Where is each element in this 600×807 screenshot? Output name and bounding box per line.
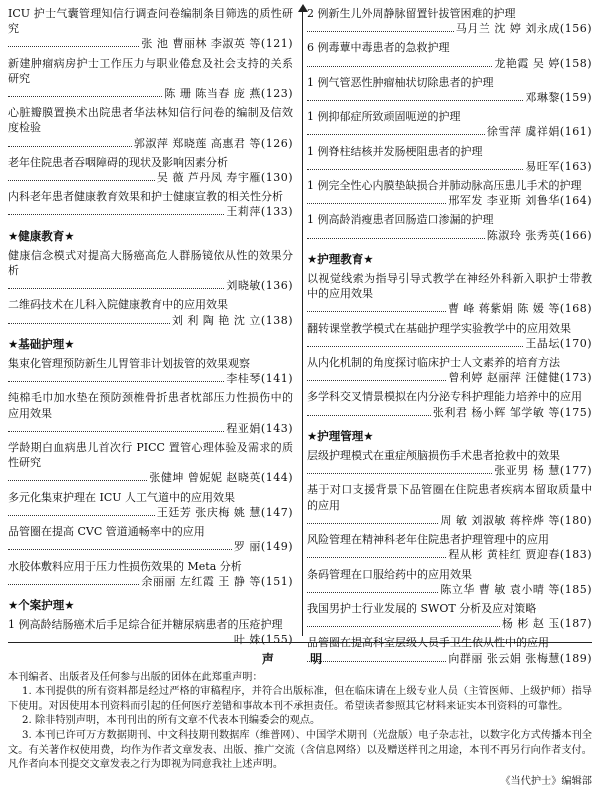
up-arrow-icon	[298, 4, 308, 12]
dot-leader	[307, 66, 492, 67]
author-line	[8, 278, 293, 293]
author-line	[307, 21, 592, 36]
toc-entry	[8, 56, 293, 102]
statement-signature: 《当代护士》编辑部	[500, 775, 592, 787]
toc-entry	[307, 109, 592, 139]
article-title: ICU 护士气囊管理知信行调查问卷编制条目筛选的质性研究	[8, 7, 293, 36]
dot-leader	[307, 238, 485, 239]
author-line	[8, 204, 293, 219]
toc-entry	[8, 6, 293, 52]
article-authors: 程亚娟(143)	[226, 421, 293, 435]
author-line	[307, 56, 592, 71]
article-title: 1 例抑郁症所致顽固呃逆的护理	[307, 110, 461, 124]
toc-right-column	[307, 6, 592, 665]
author-line	[8, 470, 293, 485]
section-heading: ★护理管理★	[307, 428, 374, 443]
section-heading: ★健康教育★	[8, 228, 75, 243]
toc-entry	[307, 321, 592, 351]
article-authors: 曹 峰 蒋紫娟 陈 媛 等(168)	[447, 302, 592, 316]
article-title: 1 例脊柱结核并发肠梗阻患者的护理	[307, 144, 483, 158]
author-line	[8, 136, 293, 151]
dot-leader	[307, 557, 446, 558]
statement-title: 声 明	[261, 652, 339, 666]
toc-entry	[307, 448, 592, 478]
article-authors: 龙艳霞 吴 婷(158)	[494, 56, 592, 70]
toc-entry	[307, 271, 592, 317]
author-line	[307, 513, 592, 528]
section-rule	[8, 642, 592, 643]
article-authors: 邓琳黎(159)	[525, 91, 592, 105]
author-line	[8, 539, 293, 554]
dot-leader	[307, 473, 492, 474]
article-authors: 张健坤 曾妮妮 赵晓英(144)	[149, 471, 293, 485]
toc-entry	[307, 532, 592, 562]
article-title: 2 例新生儿外周静脉留置针拔管困难的护理	[307, 7, 516, 20]
author-line	[8, 313, 293, 328]
author-line	[8, 36, 293, 51]
dot-leader	[307, 134, 485, 135]
statement-item-1: 1. 本刊提供的所有资料都是经过严格的审稿程序，并符合出版标准，但在临床请在上级专业人员（主管医师、上级护师）指导下使用。对因使用本刊资料而引起的任何医疗差错和事故本刊不承担责任。希望读者参照其它材料来证实本刊资料的可靠性。	[8, 686, 592, 712]
toc-entry	[307, 178, 592, 208]
article-title: 集束化管理预防新生儿胃管非计划拔管的效果观察	[8, 357, 250, 371]
article-title: 老年住院患者吞咽障碍的现状及影响因素分析	[8, 155, 228, 169]
toc-entry	[8, 390, 293, 436]
author-line	[307, 616, 592, 631]
toc-entry	[8, 155, 293, 185]
author-line	[307, 124, 592, 139]
author-line	[307, 336, 592, 351]
article-title: 品管圈在提高 CVC 管道通畅率中的应用	[8, 525, 205, 539]
article-authors: 向群丽 张云娟 张梅慧(189)	[448, 651, 592, 665]
dot-leader	[307, 169, 523, 170]
article-title: 新建肿瘤病房护士工作压力与职业倦怠及社会支持的关系研究	[8, 56, 293, 85]
article-authors: 马月兰 沈 婷 刘永成(156)	[455, 22, 592, 36]
toc-entry	[8, 559, 293, 589]
dot-leader	[307, 592, 438, 593]
dot-leader	[307, 203, 446, 204]
article-authors: 郭淑萍 郑晓莲 高惠君 等(126)	[133, 136, 293, 150]
toc-entry	[307, 567, 592, 597]
article-title: 纯棉毛巾加水垫在预防颈椎骨折患者枕部压力性损伤中的应用效果	[8, 391, 293, 420]
toc-entry	[8, 105, 293, 151]
article-authors: 陈 珊 陈当春 庞 燕(123)	[164, 87, 293, 101]
toc-entry	[307, 75, 592, 105]
statement-intro: 本刊编者、出版者及任何参与出版的团体在此郑重声明：	[8, 671, 263, 683]
statement-item-2: 2. 除非特别声明，本刊刊出的所有文章不代表本刊编委会的观点。	[22, 715, 321, 727]
toc-left-column	[8, 6, 298, 647]
statement-item-3: 3. 本刊已许可万方数据期刊、中文科技期刊数据库（维普网）、中国学术期刊（光盘版）电子杂志社，以数字化方式传播本刊全文。有关著作权使用费，均作为作者文章发表、出版、推广交流（含信息网络）以及赠送样刊之用途，本刊不再另行向作者支付。凡作者向本刊提交文章发表之行为即视为同意我社上述声明。	[8, 729, 592, 771]
article-title: 以视觉线索为指导引导式教学在神经外科新入职护士带教中的应用效果	[307, 272, 592, 301]
article-title: 内科老年患者健康教育效果和护士健康宣教的相关性分析	[8, 190, 283, 204]
author-line	[307, 370, 592, 385]
article-authors: 陈立华 曹 敏 袁小晴 等(185)	[440, 582, 592, 596]
article-authors: 王晶坛(170)	[525, 336, 592, 350]
article-title: 翻转课堂教学模式在基础护理学实验教学中的应用效果	[307, 321, 571, 335]
article-authors: 罗 丽(149)	[233, 540, 293, 554]
dot-leader	[8, 549, 232, 550]
toc-entry	[307, 389, 592, 419]
article-title: 我国男护士行业发展的 SWOT 分析及应对策略	[307, 601, 537, 615]
article-authors: 刘晓敏(136)	[226, 279, 293, 293]
dot-leader	[8, 146, 132, 147]
author-line	[307, 90, 592, 105]
author-line	[8, 371, 293, 386]
author-line	[307, 193, 592, 208]
dot-leader	[8, 515, 155, 516]
statement-block	[8, 652, 592, 789]
article-authors: 易旺军(163)	[525, 159, 592, 173]
toc-entry	[307, 40, 592, 70]
dot-leader	[307, 346, 523, 347]
dot-leader	[8, 180, 155, 181]
dot-leader	[307, 415, 431, 416]
toc-entry	[307, 6, 592, 36]
author-line	[8, 421, 293, 436]
article-authors: 余丽丽 左红霞 王 静 等(151)	[141, 574, 293, 588]
author-line	[8, 632, 293, 647]
section-heading: ★个案护理★	[8, 597, 75, 612]
article-authors: 叶 姝(155)	[233, 633, 293, 647]
author-line	[307, 463, 592, 478]
toc-entry	[8, 189, 293, 219]
article-authors: 张利君 杨小辉 邹学敏 等(175)	[432, 405, 592, 419]
author-line	[307, 228, 592, 243]
toc-entry	[8, 440, 293, 486]
article-title: 二维码技术在儿科入院健康教育中的应用效果	[8, 298, 228, 312]
toc-entry	[8, 248, 293, 294]
dot-leader	[8, 584, 139, 585]
dot-leader	[8, 288, 224, 289]
toc-entry	[307, 601, 592, 631]
article-title: 1 例完全性心内膜垫缺损合并肺动脉高压患儿手术的护理	[307, 179, 582, 193]
author-line	[307, 301, 592, 316]
column-divider	[302, 12, 303, 636]
article-title: 层级护理模式在重症颅脑损伤手术患者抢救中的效果	[307, 449, 560, 463]
article-title: 心脏瓣膜置换术出院患者华法林知信行问卷的编制及信效度检验	[8, 106, 293, 135]
article-title: 品管圈在提高科室层级人员手卫生依从性中的应用	[307, 636, 549, 650]
author-line	[8, 170, 293, 185]
article-title: 1 例高龄结肠癌术后手足综合征并糖尿病患者的压疮护理	[8, 618, 283, 632]
toc-entry	[8, 356, 293, 386]
dot-leader	[8, 381, 224, 382]
article-title: 1 例高龄消瘦患者回肠造口渗漏的护理	[307, 213, 494, 227]
article-title: 多元化集束护理在 ICU 人工气道中的应用效果	[8, 490, 236, 504]
article-title: 风险管理在精神科老年住院患者护理管理中的应用	[307, 533, 549, 547]
author-line	[307, 159, 592, 174]
dot-leader	[307, 523, 438, 524]
article-authors: 张亚男 杨 慧(177)	[494, 464, 592, 478]
dot-leader	[307, 311, 446, 312]
toc-entry	[307, 482, 592, 528]
dot-leader	[307, 100, 523, 101]
dot-leader	[307, 380, 446, 381]
toc-entry	[307, 212, 592, 242]
author-line	[307, 547, 592, 562]
section-heading: ★护理教育★	[307, 251, 374, 266]
dot-leader	[307, 31, 454, 32]
section-heading: ★基础护理★	[8, 336, 75, 351]
article-title: 多学科交叉情景模拟在内分泌专科护理能力培养中的应用	[307, 390, 582, 404]
article-title: 条码管理在口服给药中的应用效果	[307, 567, 472, 581]
author-line	[8, 505, 293, 520]
article-authors: 徐雪萍 虞祥娟(161)	[486, 125, 592, 139]
article-title: 健康信念模式对提高大肠癌高危人群肠镜依从性的效果分析	[8, 248, 293, 278]
article-authors: 李桂琴(141)	[226, 372, 293, 386]
toc-entry	[8, 297, 293, 327]
dot-leader	[8, 46, 139, 47]
article-authors: 杨 彬 赵 玉(187)	[501, 617, 592, 631]
author-line	[307, 405, 592, 420]
dot-leader	[8, 96, 162, 97]
toc-entry	[307, 144, 592, 174]
author-line	[8, 86, 293, 101]
article-authors: 王莉萍(133)	[226, 205, 293, 219]
article-authors: 刘 利 陶 艳 沈 立(138)	[171, 313, 293, 327]
article-authors: 邢军发 李亚斯 刘鲁华(164)	[448, 194, 592, 208]
toc-entry	[307, 355, 592, 385]
toc-entry	[8, 490, 293, 520]
article-title: 从内化机制的角度探讨临床护士人文素养的培育方法	[307, 356, 560, 370]
article-authors: 周 敏 刘淑敏 蒋梓烨 等(180)	[440, 513, 592, 527]
article-authors: 程从彬 黄桂红 贾迎春(183)	[448, 548, 592, 562]
dot-leader	[307, 626, 500, 627]
article-authors: 吴 薇 芦丹凤 寿宇雁(130)	[156, 171, 293, 185]
dot-leader	[8, 214, 224, 215]
article-authors: 王廷芳 张庆梅 姚 慧(147)	[156, 505, 293, 519]
author-line	[307, 582, 592, 597]
dot-leader	[8, 323, 170, 324]
article-title: 学龄期白血病患儿首次行 PICC 置管心理体验及需求的质性研究	[8, 441, 293, 470]
article-authors: 张 池 曹丽林 李淑英 等(121)	[141, 37, 293, 51]
article-title: 6 例毒蕈中毒患者的急救护理	[307, 41, 450, 55]
toc-entry	[8, 524, 293, 554]
article-title: 水胶体敷料应用于压力性损伤效果的 Meta 分析	[8, 559, 242, 573]
article-authors: 曾利婷 赵丽萍 汪健健(173)	[448, 371, 592, 385]
author-line	[8, 574, 293, 589]
dot-leader	[8, 431, 224, 432]
article-authors: 陈淑玲 张秀英(166)	[486, 228, 592, 242]
article-title: 1 例气管恶性肿瘤柚状切除患者的护理	[307, 75, 494, 89]
article-title: 基于对口支援背景下品管圈在住院患者疾病本留取质量中的应用	[307, 483, 592, 512]
dot-leader	[8, 480, 147, 481]
